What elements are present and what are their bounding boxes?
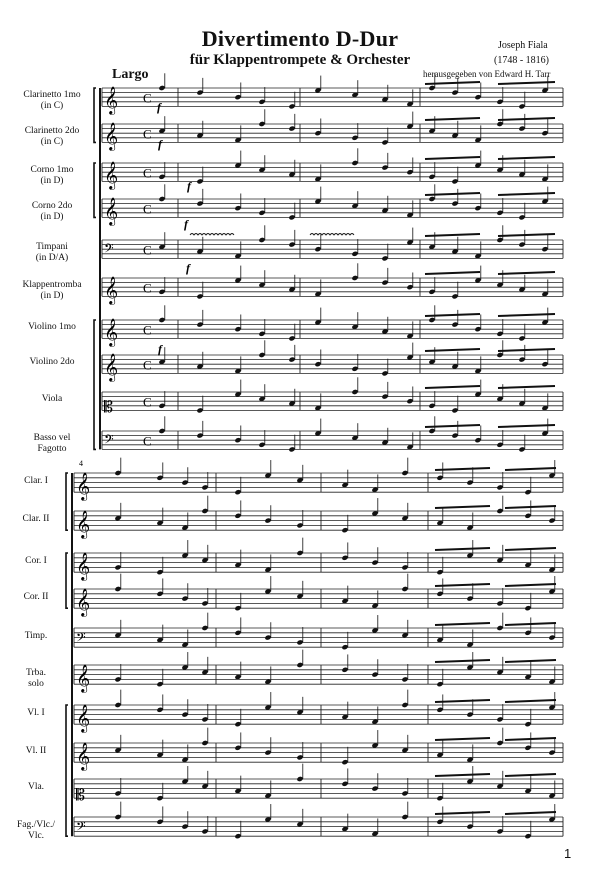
instrument-name: Klappentromba — [22, 280, 82, 290]
instrument-name: Basso vel — [33, 433, 71, 443]
beam — [498, 314, 555, 316]
instrument-extra: solo — [28, 679, 44, 689]
instrument-name: Cor. I — [25, 556, 47, 566]
beam — [425, 425, 480, 427]
beam — [498, 272, 555, 274]
instrument-name: Trba. — [26, 668, 46, 678]
time-signature: C — [143, 357, 152, 373]
instrument-name: Viola — [41, 394, 63, 404]
time-signature: C — [143, 201, 152, 217]
instrument-transposition: (in C) — [40, 101, 64, 111]
beam — [498, 157, 555, 159]
time-signature: C — [143, 433, 152, 449]
composer-name: Joseph Fiala — [498, 40, 548, 51]
instrument-name: Clarinetto 1mo — [23, 90, 81, 100]
bass-clef-icon: 𝄢 — [104, 241, 114, 260]
bass-clef-icon: 𝄢 — [104, 432, 114, 451]
alto-clef-icon: 𝄡 — [104, 397, 113, 417]
treble-clef-icon: 𝄞 — [104, 276, 119, 305]
measure-number: 4 — [79, 459, 83, 468]
dynamic-forte: f — [184, 217, 188, 231]
beam — [498, 193, 555, 195]
trill-line — [310, 234, 354, 236]
treble-clef-icon: 𝄞 — [104, 318, 119, 347]
time-signature: C — [143, 322, 152, 338]
beam — [498, 118, 555, 120]
beam — [505, 700, 556, 702]
instrument-name: Timp. — [24, 631, 48, 641]
beam — [435, 623, 490, 625]
beam — [425, 82, 480, 84]
group-bracket — [94, 88, 96, 142]
beam — [498, 425, 555, 427]
group-bracket — [66, 473, 68, 530]
group-bracket — [66, 705, 68, 836]
tempo-marking: Largo — [112, 67, 149, 82]
instrument-transposition: (in D) — [40, 176, 64, 186]
instrument-name: Vl. I — [27, 708, 45, 718]
bass-clef-icon: 𝄢 — [76, 818, 86, 837]
beam — [505, 468, 556, 470]
page-number: 1 — [564, 846, 572, 861]
beam — [425, 118, 480, 120]
treble-clef-icon: 𝄞 — [104, 86, 119, 115]
dynamic-forte: f — [187, 179, 191, 193]
beam — [435, 506, 490, 508]
treble-clef-icon: 𝄞 — [76, 472, 91, 501]
bass-clef-icon: 𝄢 — [76, 629, 86, 648]
instrument-name: Vl. II — [25, 746, 47, 756]
time-signature: C — [143, 394, 152, 410]
dynamic-forte: f — [158, 342, 162, 356]
beam — [498, 386, 555, 388]
instrument-name: Violino 2do — [29, 357, 75, 367]
beam — [425, 349, 480, 351]
beam — [435, 700, 490, 702]
instrument-name: Clar. I — [24, 476, 48, 486]
beam — [498, 234, 555, 236]
beam — [505, 812, 556, 814]
beam — [505, 774, 556, 776]
beam — [425, 314, 480, 316]
instrument-transposition: (in D/A) — [35, 253, 69, 263]
instrument-name: Vla. — [27, 782, 45, 792]
piece-title: Divertimento D-Dur — [201, 26, 399, 51]
beam — [435, 584, 490, 586]
beam — [505, 623, 556, 625]
instrument-extra: Vlc. — [27, 831, 45, 841]
editor-credit: herausgegeben von Edward H. Tarr — [423, 69, 551, 79]
time-signature: C — [143, 126, 152, 142]
instrument-transposition: (in D) — [40, 291, 64, 301]
beam — [425, 193, 480, 195]
time-signature: C — [143, 242, 152, 258]
instrument-name: Corno 1mo — [30, 165, 74, 175]
treble-clef-icon: 𝄞 — [76, 510, 91, 539]
instrument-name: Fag./Vlc./ — [17, 820, 55, 830]
beam — [498, 349, 555, 351]
instrument-transposition: (in C) — [40, 137, 64, 147]
piece-subtitle: für Klappentrompete & Orchester — [189, 52, 411, 68]
instrument-name: Clarinetto 2do — [24, 126, 80, 136]
composer-dates: (1748 - 1816) — [494, 55, 549, 66]
treble-clef-icon: 𝄞 — [76, 588, 91, 617]
treble-clef-icon: 𝄞 — [104, 197, 119, 226]
time-signature: C — [143, 165, 152, 181]
treble-clef-icon: 𝄞 — [104, 122, 119, 151]
dynamic-forte: f — [158, 137, 162, 151]
beam — [435, 774, 490, 776]
time-signature: C — [143, 90, 152, 106]
group-bracket — [94, 320, 96, 449]
time-signature: C — [143, 280, 152, 296]
alto-clef-icon: 𝄡 — [76, 785, 85, 805]
beam — [505, 660, 556, 662]
dynamic-forte: f — [157, 100, 161, 114]
beam — [435, 468, 490, 470]
beam — [505, 548, 556, 550]
group-bracket — [94, 163, 96, 217]
treble-clef-icon: 𝄞 — [104, 161, 119, 190]
treble-clef-icon: 𝄞 — [76, 704, 91, 733]
treble-clef-icon: 𝄞 — [76, 552, 91, 581]
beam — [505, 738, 556, 740]
instrument-transposition: (in D) — [40, 212, 64, 222]
beam — [498, 82, 555, 84]
group-bracket — [66, 553, 68, 608]
beam — [435, 660, 490, 662]
beam — [425, 272, 480, 274]
instrument-name: Clar. II — [22, 514, 50, 524]
instrument-name: Violino 1mo — [28, 322, 76, 332]
treble-clef-icon: 𝄞 — [104, 353, 119, 382]
treble-clef-icon: 𝄞 — [76, 742, 91, 771]
dynamic-forte: f — [186, 261, 190, 275]
beam — [425, 234, 480, 236]
trill-line — [190, 234, 234, 236]
beam — [505, 584, 556, 586]
instrument-name: Corno 2do — [31, 201, 73, 211]
beam — [425, 386, 480, 388]
instrument-name: Timpani — [36, 242, 68, 252]
instrument-transposition: Fagotto — [37, 444, 67, 454]
beam — [435, 738, 490, 740]
treble-clef-icon: 𝄞 — [76, 664, 91, 693]
beam — [505, 506, 556, 508]
beam — [435, 812, 490, 814]
instrument-name: Cor. II — [23, 592, 49, 602]
beam — [435, 548, 490, 550]
beam — [425, 157, 480, 159]
